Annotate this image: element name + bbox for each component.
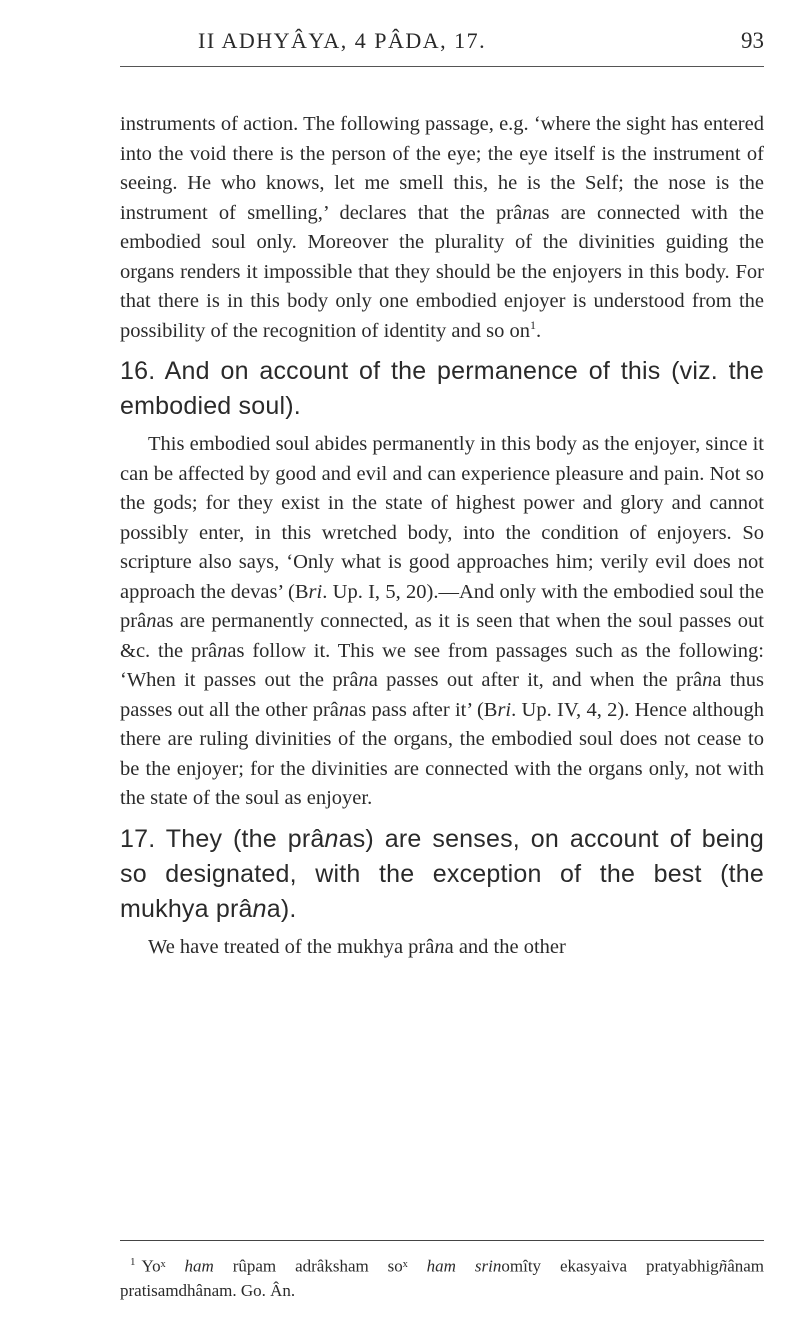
sutra-17-heading: 17. They (the prânas) are senses, on account of being so designated, with the exception of the best (the mukhya prâna). bbox=[120, 824, 764, 923]
main-text bbox=[120, 110, 764, 962]
running-head-title: II ADHYÂYA, 4 PÂDA, 17. bbox=[198, 28, 487, 53]
sutra-16-heading: 16. And on account of the permanence of this (viz. the embodied soul). bbox=[120, 357, 764, 420]
footnote-rule bbox=[120, 1240, 764, 1241]
footnote: $^1$ Yoˣ ham rûpam adrâksham soˣ ham srinomîty ekasyaiva pratyabhigñânam pratisamdhânam. Go. Ân. bbox=[120, 1256, 765, 1300]
running-head bbox=[120, 20, 764, 70]
header-rule bbox=[120, 66, 764, 67]
footnote-mark: 1 bbox=[130, 1256, 136, 1268]
commentary-17-start: We have treated of the mukhya prâna and the other bbox=[148, 935, 566, 958]
paragraph-continuation: instruments of action. The following passage, e.g. ‘where the sight has entered into the void there is the person of the eye; the eye itself is the instrument of seeing. He who knows, let me smell this, he is the Self; the nose is the instrument of smelling,’ declares that the prânas are connected with the embodied soul only. Moreover the plurality of the divinities guiding the organs renders it impossible that they should be the enjoyers in this body. For that there is in this body only one embodied enjoyer is understood from the possibility of the recognition of identity and so on$^1$. bbox=[120, 113, 764, 342]
page-number: 93 bbox=[741, 28, 764, 53]
footnote-reference[interactable]: 1 bbox=[529, 317, 536, 332]
commentary-16: This embodied soul abides permanently in this body as the enjoyer, since it can be affected by good and evil and can experience pleasure and pain. Not so the gods; for they exist in the state of highest power and glory and cannot possibly enter, in this wretched body, into the condition of enjoyers. So scripture also says, ‘Only what is good approaches him; verily evil does not approach the devas’ (Bri. Up. I, 5, 20).—And only with the embodied soul the prânas are permanently connected, as it is seen that when the soul passes out &c. the prânas follow it. This we see from passages such as the following: ‘When it passes out the prâna passes out after it, and when the prâna thus passes out all the other prânas pass after it’ (Bri. Up. IV, 4, 2). Hence although there are ruling divinities of the organs, the embodied soul does not cease to be the enjoyer; for the divinities are connected with the organs only, not with the state of the soul as enjoyer. bbox=[120, 433, 765, 809]
